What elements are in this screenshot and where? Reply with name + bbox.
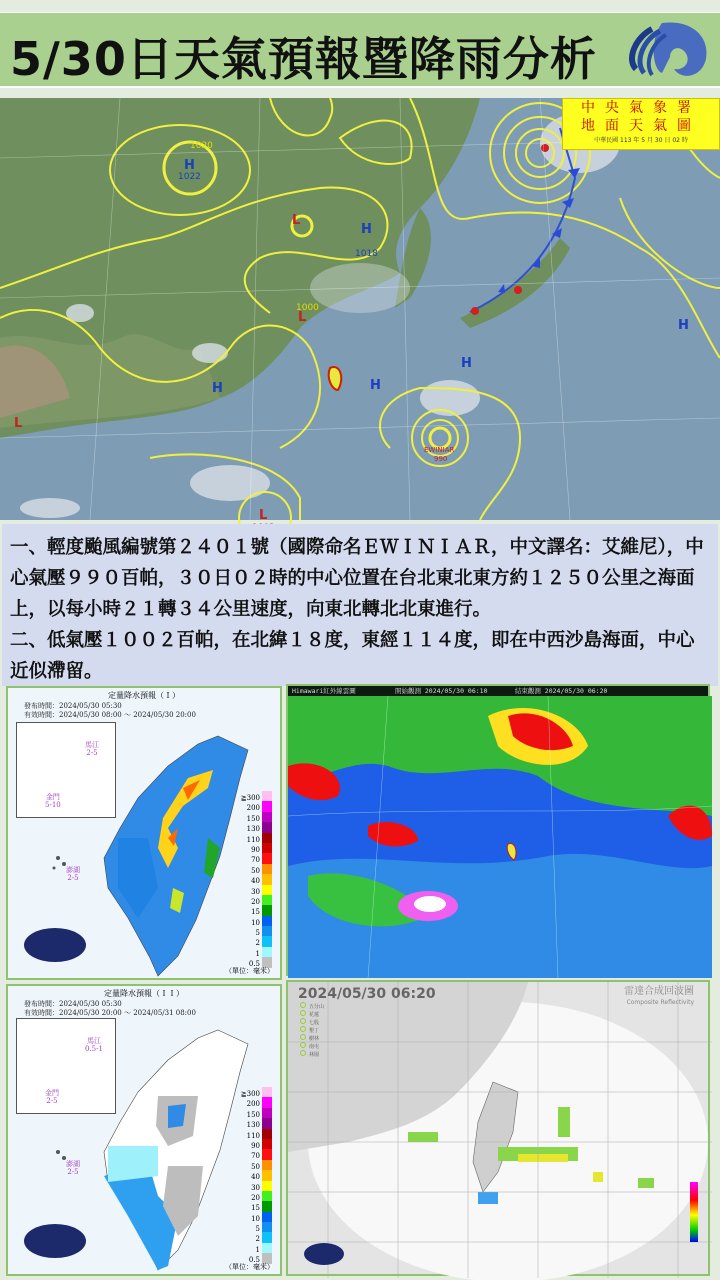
scale-row <box>238 1181 272 1191</box>
scale-swatch <box>262 822 272 832</box>
scale-swatch <box>262 1087 272 1097</box>
scale-swatch <box>262 1201 272 1211</box>
scale-row <box>238 1108 272 1118</box>
scale-row <box>238 1149 272 1159</box>
radar-reflectivity-map <box>288 982 712 1278</box>
radar-title-en: Composite Reflectivity <box>626 999 694 1006</box>
scale-tick-label: 50 <box>251 866 260 875</box>
qpf-panel-1 <box>6 686 282 980</box>
scale-row <box>238 1139 272 1149</box>
scale-swatch <box>262 905 272 915</box>
satellite-source: Himawari紅外線雲圖 <box>292 687 356 695</box>
scale-swatch <box>262 1129 272 1139</box>
radar-station: 林園 <box>300 1050 324 1058</box>
valid-time: 有效時間：2024/05/30 08:00 ～ 2024/05/30 20:00 <box>24 711 196 719</box>
scale-tick-label: ≧300 <box>240 1090 260 1098</box>
scale-tick-label: 20 <box>251 1193 260 1202</box>
scale-swatch <box>262 1170 272 1180</box>
satellite-ir-image <box>286 684 710 976</box>
map-legend <box>562 98 720 150</box>
forecast-description <box>2 524 718 686</box>
penghu-value: 2-5 <box>67 1168 79 1176</box>
scale-tick-label: 50 <box>251 1162 260 1171</box>
rainfall-color-scale-1 <box>238 791 272 968</box>
description-item-typhoon: 一、輕度颱風編號第２４０１號（國際命名ＥＷＩＮＩＡＲ，中文譯名：艾維尼），中心氣壓９９０百帕，３０日０２時的中心位置在台北東北東方約１２５０公里之海面上，以每小時２１轉３４公里速度，向東北轉北北東進行。 <box>10 537 704 620</box>
isobar-label: 1020 <box>190 141 213 151</box>
penghu-label: 澎湖 <box>66 1160 80 1168</box>
unit-label: （單位：毫米） <box>225 967 274 975</box>
scale-tick-label: 70 <box>251 856 260 865</box>
scale-tick-label: 2 <box>255 939 260 948</box>
scale-swatch <box>262 1243 272 1253</box>
scale-swatch <box>262 833 272 843</box>
rainfall-color-scale-2 <box>238 1087 272 1264</box>
scale-swatch <box>262 791 272 801</box>
scale-row <box>238 853 272 863</box>
scale-row <box>238 1118 272 1128</box>
scale-row <box>238 1222 272 1232</box>
penghu-value: 2-5 <box>67 874 79 882</box>
unit-label: （單位：毫米） <box>225 1263 274 1271</box>
low-pressure-marker: L <box>14 416 23 431</box>
radar-station: 墾丁 <box>300 1026 324 1034</box>
scale-row <box>238 843 272 853</box>
scale-row <box>238 864 272 874</box>
scale-tick-label: 1 <box>255 949 260 958</box>
scale-tick-label: 0.5 <box>248 1256 260 1265</box>
issued-time: 發布時間：2024/05/30 05:30 <box>24 1000 122 1008</box>
scale-row <box>238 1243 272 1253</box>
scale-tick-label: 200 <box>246 804 260 813</box>
scale-row <box>238 801 272 811</box>
radar-station: 七股 <box>300 1018 324 1026</box>
scale-swatch <box>262 1222 272 1232</box>
cwa-emblem-icon <box>24 928 86 962</box>
scale-swatch <box>262 1212 272 1222</box>
scale-row <box>238 936 272 946</box>
scale-row <box>238 895 272 905</box>
radar-station: 南屯 <box>300 1042 324 1050</box>
scale-tick-label: 130 <box>246 825 260 834</box>
scale-tick-label: 90 <box>251 845 260 854</box>
ir-cloud-imagery <box>288 696 712 978</box>
scale-swatch <box>262 1232 272 1242</box>
scale-tick-label: 30 <box>251 1183 260 1192</box>
qpf-title: 定量降水預報（Ｉ） <box>108 691 180 700</box>
scale-row <box>238 874 272 884</box>
scale-row <box>238 926 272 936</box>
scale-row <box>238 1191 272 1201</box>
cwa-emblem-icon <box>24 1224 86 1258</box>
scale-tick-label: 90 <box>251 1141 260 1150</box>
scale-row <box>238 916 272 926</box>
scale-swatch <box>262 1160 272 1170</box>
scale-tick-label: 20 <box>251 897 260 906</box>
scale-tick-label: 110 <box>246 1131 260 1140</box>
scale-swatch <box>262 926 272 936</box>
high-pressure-marker: H <box>361 222 372 237</box>
satellite-header <box>288 686 708 696</box>
high-pressure-marker: H <box>678 318 689 333</box>
typhoon-name-label: EWINIAR <box>424 446 455 454</box>
scale-swatch <box>262 874 272 884</box>
high-pressure-marker: H <box>370 378 381 393</box>
page-title: 5/30日天氣預報暨降雨分析 <box>10 32 597 86</box>
radar-station: 花蓮 <box>300 1010 324 1018</box>
title-bar <box>0 12 720 88</box>
map-date: 中華民國 113 年 5 月 30 日 02 時 <box>594 137 688 144</box>
scale-swatch <box>262 1181 272 1191</box>
kinmen-label: 金門 <box>45 1089 59 1097</box>
observation-end: 結束觀測 2024/05/30 06:20 <box>514 687 608 695</box>
low-pressure-marker: L <box>298 310 307 325</box>
scale-tick-label: 2 <box>255 1235 260 1244</box>
scale-swatch <box>262 885 272 895</box>
scale-swatch <box>262 1191 272 1201</box>
scale-row <box>238 1160 272 1170</box>
high-pressure-marker: H <box>184 158 195 173</box>
cwa-logo-icon <box>622 19 712 83</box>
penghu-label: 澎湖 <box>66 866 80 874</box>
kinmen-value: 5-10 <box>45 801 61 809</box>
matsu-label: 馬江 <box>85 741 99 749</box>
typhoon-pressure-label: 990 <box>434 455 448 463</box>
scale-tick-label: 15 <box>251 1204 260 1213</box>
map-type: 地面天氣圖 <box>581 118 701 134</box>
scale-row <box>238 1087 272 1097</box>
matsu-value: 0.5-1 <box>85 1045 103 1053</box>
scale-tick-label: 130 <box>246 1121 260 1130</box>
scale-row <box>238 1201 272 1211</box>
scale-tick-label: 15 <box>251 908 260 917</box>
scale-row <box>238 1170 272 1180</box>
radar-station-list <box>300 1002 324 1058</box>
qpf-title: 定量降水預報（ＩＩ） <box>104 989 184 998</box>
scale-row <box>238 905 272 915</box>
scale-swatch <box>262 801 272 811</box>
pressure-label: 1022 <box>178 172 201 182</box>
scale-swatch <box>262 1097 272 1107</box>
scale-row <box>238 1212 272 1222</box>
scale-tick-label: ≧300 <box>240 794 260 802</box>
radar-station: 五分山 <box>300 1002 324 1010</box>
scale-row <box>238 791 272 801</box>
scale-swatch <box>262 853 272 863</box>
scale-tick-label: 1 <box>255 1245 260 1254</box>
matsu-label: 馬江 <box>86 1037 101 1045</box>
scale-swatch <box>262 1139 272 1149</box>
scale-tick-label: 40 <box>251 877 260 886</box>
low-pressure-marker: L <box>292 213 301 228</box>
agency-name: 中央氣象署 <box>581 100 701 116</box>
scale-swatch <box>262 1108 272 1118</box>
scale-swatch <box>262 936 272 946</box>
kinmen-label: 金門 <box>45 793 60 801</box>
scale-swatch <box>262 895 272 905</box>
scale-tick-label: 70 <box>251 1152 260 1161</box>
scale-swatch <box>262 947 272 957</box>
issued-time: 發布時間：2024/05/30 05:30 <box>24 702 122 710</box>
radar-timestamp: 2024/05/30 06:20 <box>298 986 436 1002</box>
low-pressure-marker: L <box>259 508 268 523</box>
matsu-value: 2-5 <box>86 749 98 757</box>
scale-tick-label: 5 <box>255 1225 260 1234</box>
scale-row <box>238 1097 272 1107</box>
scale-tick-label: 10 <box>251 918 260 927</box>
high-pressure-marker: H <box>212 381 223 396</box>
radar-composite-image <box>286 980 710 1276</box>
radar-title <box>624 986 694 1008</box>
scale-tick-label: 0.5 <box>248 960 260 969</box>
scale-row <box>238 1232 272 1242</box>
scale-tick-label: 10 <box>251 1214 260 1223</box>
scale-swatch <box>262 843 272 853</box>
scale-row <box>238 1129 272 1139</box>
scale-swatch <box>262 1149 272 1159</box>
scale-tick-label: 5 <box>255 929 260 938</box>
scale-tick-label: 110 <box>246 835 260 844</box>
kinmen-value: 2-5 <box>46 1097 58 1105</box>
radar-title-zh: 雷達合成回波圖 <box>624 986 694 997</box>
scale-swatch <box>262 916 272 926</box>
high-pressure-marker: H <box>461 356 472 371</box>
scale-row <box>238 885 272 895</box>
description-item-low-pressure: 二、低氣壓１００２百帕，在北緯１８度，東經１１４度，即在中西沙島海面，中心近似滯留。 <box>10 630 695 682</box>
pressure-label: 1000 <box>296 303 319 313</box>
pressure-label: 1018 <box>355 249 378 259</box>
surface-weather-map <box>0 98 720 523</box>
scale-tick-label: 200 <box>246 1100 260 1109</box>
scale-swatch <box>262 1118 272 1128</box>
observation-start: 開始觀測 2024/05/30 06:10 <box>394 687 488 695</box>
scale-row <box>238 947 272 957</box>
scale-tick-label: 30 <box>251 887 260 896</box>
qpf-panel-2 <box>6 984 282 1276</box>
scale-swatch <box>262 812 272 822</box>
scale-tick-label: 150 <box>246 814 260 823</box>
valid-time: 有效時間：2024/05/30 20:00 ～ 2024/05/31 08:00 <box>24 1009 196 1017</box>
radar-station: 樹林 <box>300 1034 324 1042</box>
scale-swatch <box>262 864 272 874</box>
scale-row <box>238 812 272 822</box>
scale-tick-label: 150 <box>246 1110 260 1119</box>
scale-row <box>238 822 272 832</box>
scale-tick-label: 40 <box>251 1173 260 1182</box>
scale-row <box>238 833 272 843</box>
